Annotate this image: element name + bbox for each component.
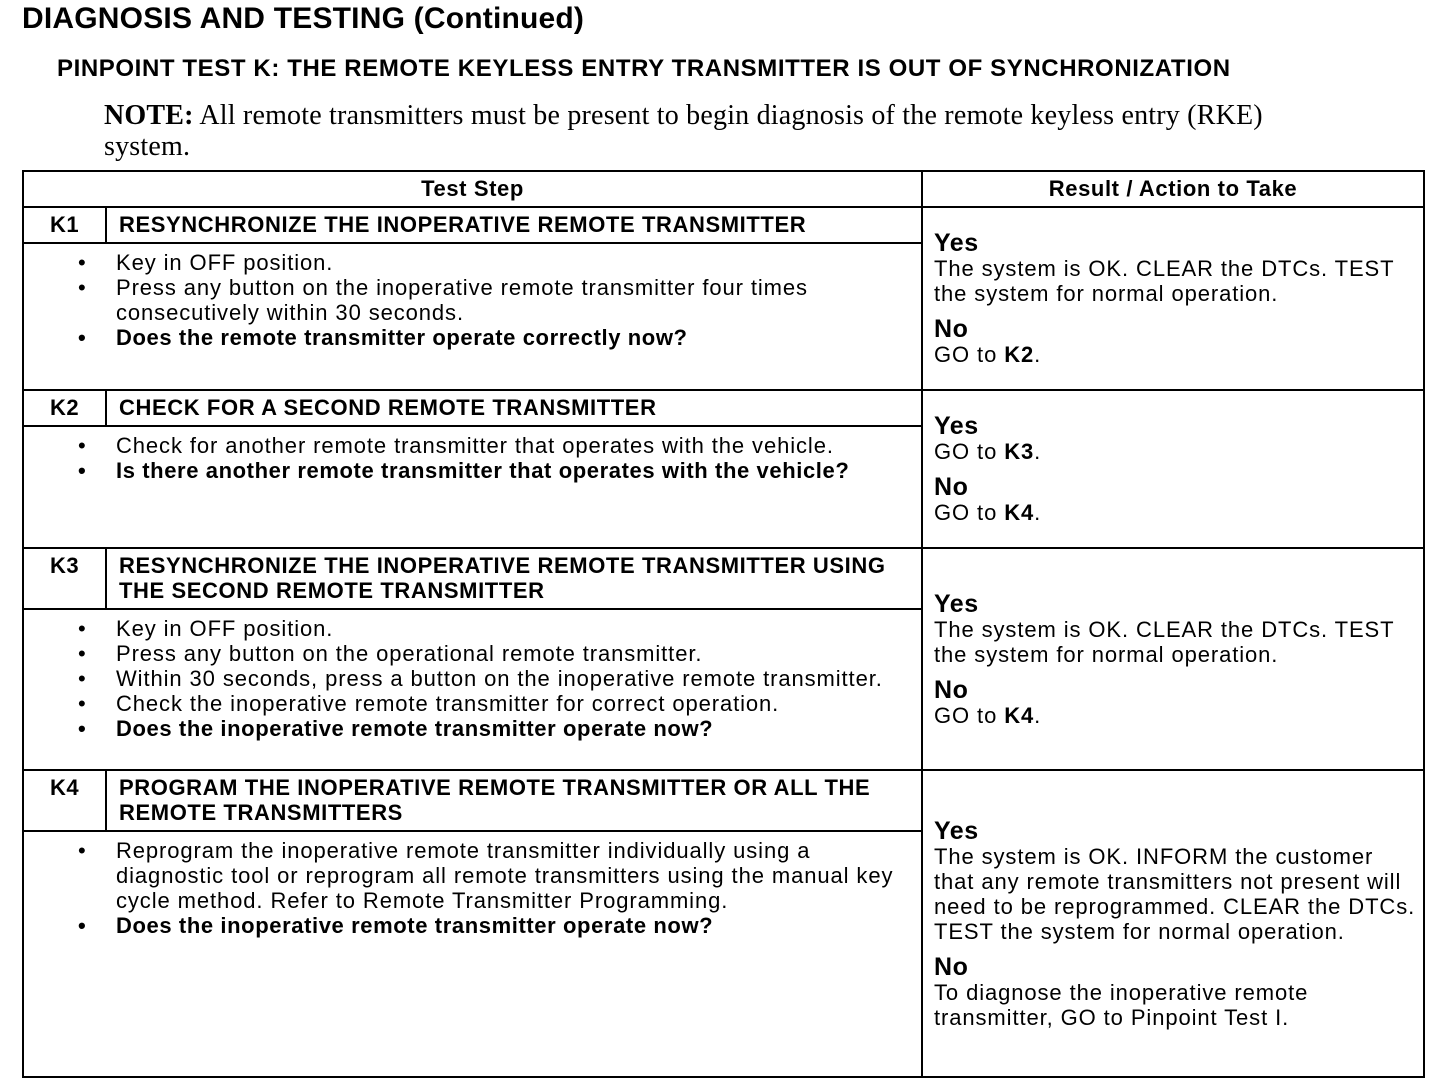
no-label: No (934, 473, 969, 501)
step-id: K3 (23, 548, 106, 609)
list-item: • Key in OFF position. (116, 616, 901, 641)
step-k2-result (922, 390, 1424, 548)
step-heading: CHECK FOR A SECOND REMOTE TRANSMITTER (106, 390, 922, 426)
step-k1-result (922, 207, 1424, 390)
pinpoint-test-title: PINPOINT TEST K: THE REMOTE KEYLESS ENTRY TRANSMITTER IS OUT OF SYNCHRONIZATION (57, 55, 1231, 82)
yes-label: Yes (934, 229, 979, 257)
yes-label: Yes (934, 816, 979, 845)
step-k4-heading-row (23, 770, 1424, 831)
step-body (23, 609, 922, 770)
yes-action: The system is OK. CLEAR the DTCs. TEST the system for normal operation. (934, 256, 1395, 306)
list-item: • Press any button on the inoperative remote transmitter four times consecutively within 30 seconds. (116, 275, 901, 325)
step-k4-result (922, 770, 1424, 1077)
no-action: To diagnose the inoperative remote transmitter, GO to Pinpoint Test I. (934, 979, 1309, 1030)
step-k1-heading-row (23, 207, 1424, 243)
yes-label: Yes (934, 412, 979, 440)
step-body (23, 426, 922, 548)
list-item: • Reprogram the inoperative remote transmitter individually using a diagnostic tool or reprogram all remote transmitters using the manual key cycle method. Refer to Remote Transmitter Programming. (116, 838, 901, 913)
yes-action: The system is OK. INFORM the customer that any remote transmitters not present will need to be reprogrammed. CLEAR the DTCs. TEST the system for normal operation. (934, 843, 1416, 944)
no-label: No (934, 675, 969, 704)
step-k3-result (922, 548, 1424, 770)
page-header-title: DIAGNOSIS AND TESTING (Continued) (22, 2, 585, 35)
list-item: • Check for another remote transmitter that operates with the vehicle. (116, 433, 901, 458)
no-label: No (934, 952, 969, 981)
step-id: K1 (23, 207, 106, 243)
step-body (23, 831, 922, 1077)
pinpoint-test-table (22, 170, 1425, 1078)
note-label: NOTE: (104, 100, 194, 131)
step-heading: PROGRAM THE INOPERATIVE REMOTE TRANSMITTER OR ALL THE REMOTE TRANSMITTERS (106, 770, 922, 831)
note-paragraph (104, 100, 1324, 162)
step-question: • Does the remote transmitter operate correctly now? (116, 325, 901, 350)
yes-action: The system is OK. CLEAR the DTCs. TEST the system for normal operation. (934, 616, 1395, 667)
list-item: • Press any button on the operational remote transmitter. (116, 641, 901, 666)
no-label: No (934, 315, 969, 343)
step-body (23, 243, 922, 390)
step-reference: K3 (1004, 439, 1035, 464)
step-question: • Does the inoperative remote transmitter operate now? (116, 716, 901, 741)
step-heading: RESYNCHRONIZE THE INOPERATIVE REMOTE TRANSMITTER USING THE SECOND REMOTE TRANSMITTER (106, 548, 922, 609)
step-question: • Does the inoperative remote transmitter operate now? (116, 913, 901, 938)
step-k3-heading-row (23, 548, 1424, 609)
column-header-result: Result / Action to Take (922, 171, 1424, 207)
list-item: • Check the inoperative remote transmitter for correct operation. (116, 691, 901, 716)
column-header-test-step: Test Step (23, 171, 922, 207)
step-id: K4 (23, 770, 106, 831)
step-reference: K4 (1004, 500, 1035, 525)
step-reference: K2 (1004, 342, 1035, 367)
step-k2-heading-row (23, 390, 1424, 426)
list-item: • Key in OFF position. (116, 250, 901, 275)
step-id: K2 (23, 390, 106, 426)
step-question: • Is there another remote transmitter that operates with the vehicle? (116, 458, 901, 483)
list-item: • Within 30 seconds, press a button on the inoperative remote transmitter. (116, 666, 901, 691)
no-action: GO to K4. (934, 500, 1042, 525)
step-reference: K4 (1004, 702, 1035, 728)
table-header-row (23, 171, 1424, 207)
step-heading: RESYNCHRONIZE THE INOPERATIVE REMOTE TRANSMITTER (106, 207, 922, 243)
yes-label: Yes (934, 589, 979, 618)
note-text: All remote transmitters must be present to begin diagnosis of the remote keyless entry (RKE) system. (104, 100, 1263, 162)
no-action: GO to K2. (934, 342, 1042, 367)
yes-action: GO to K3. (934, 439, 1042, 464)
no-action: GO to K4. (934, 702, 1042, 728)
